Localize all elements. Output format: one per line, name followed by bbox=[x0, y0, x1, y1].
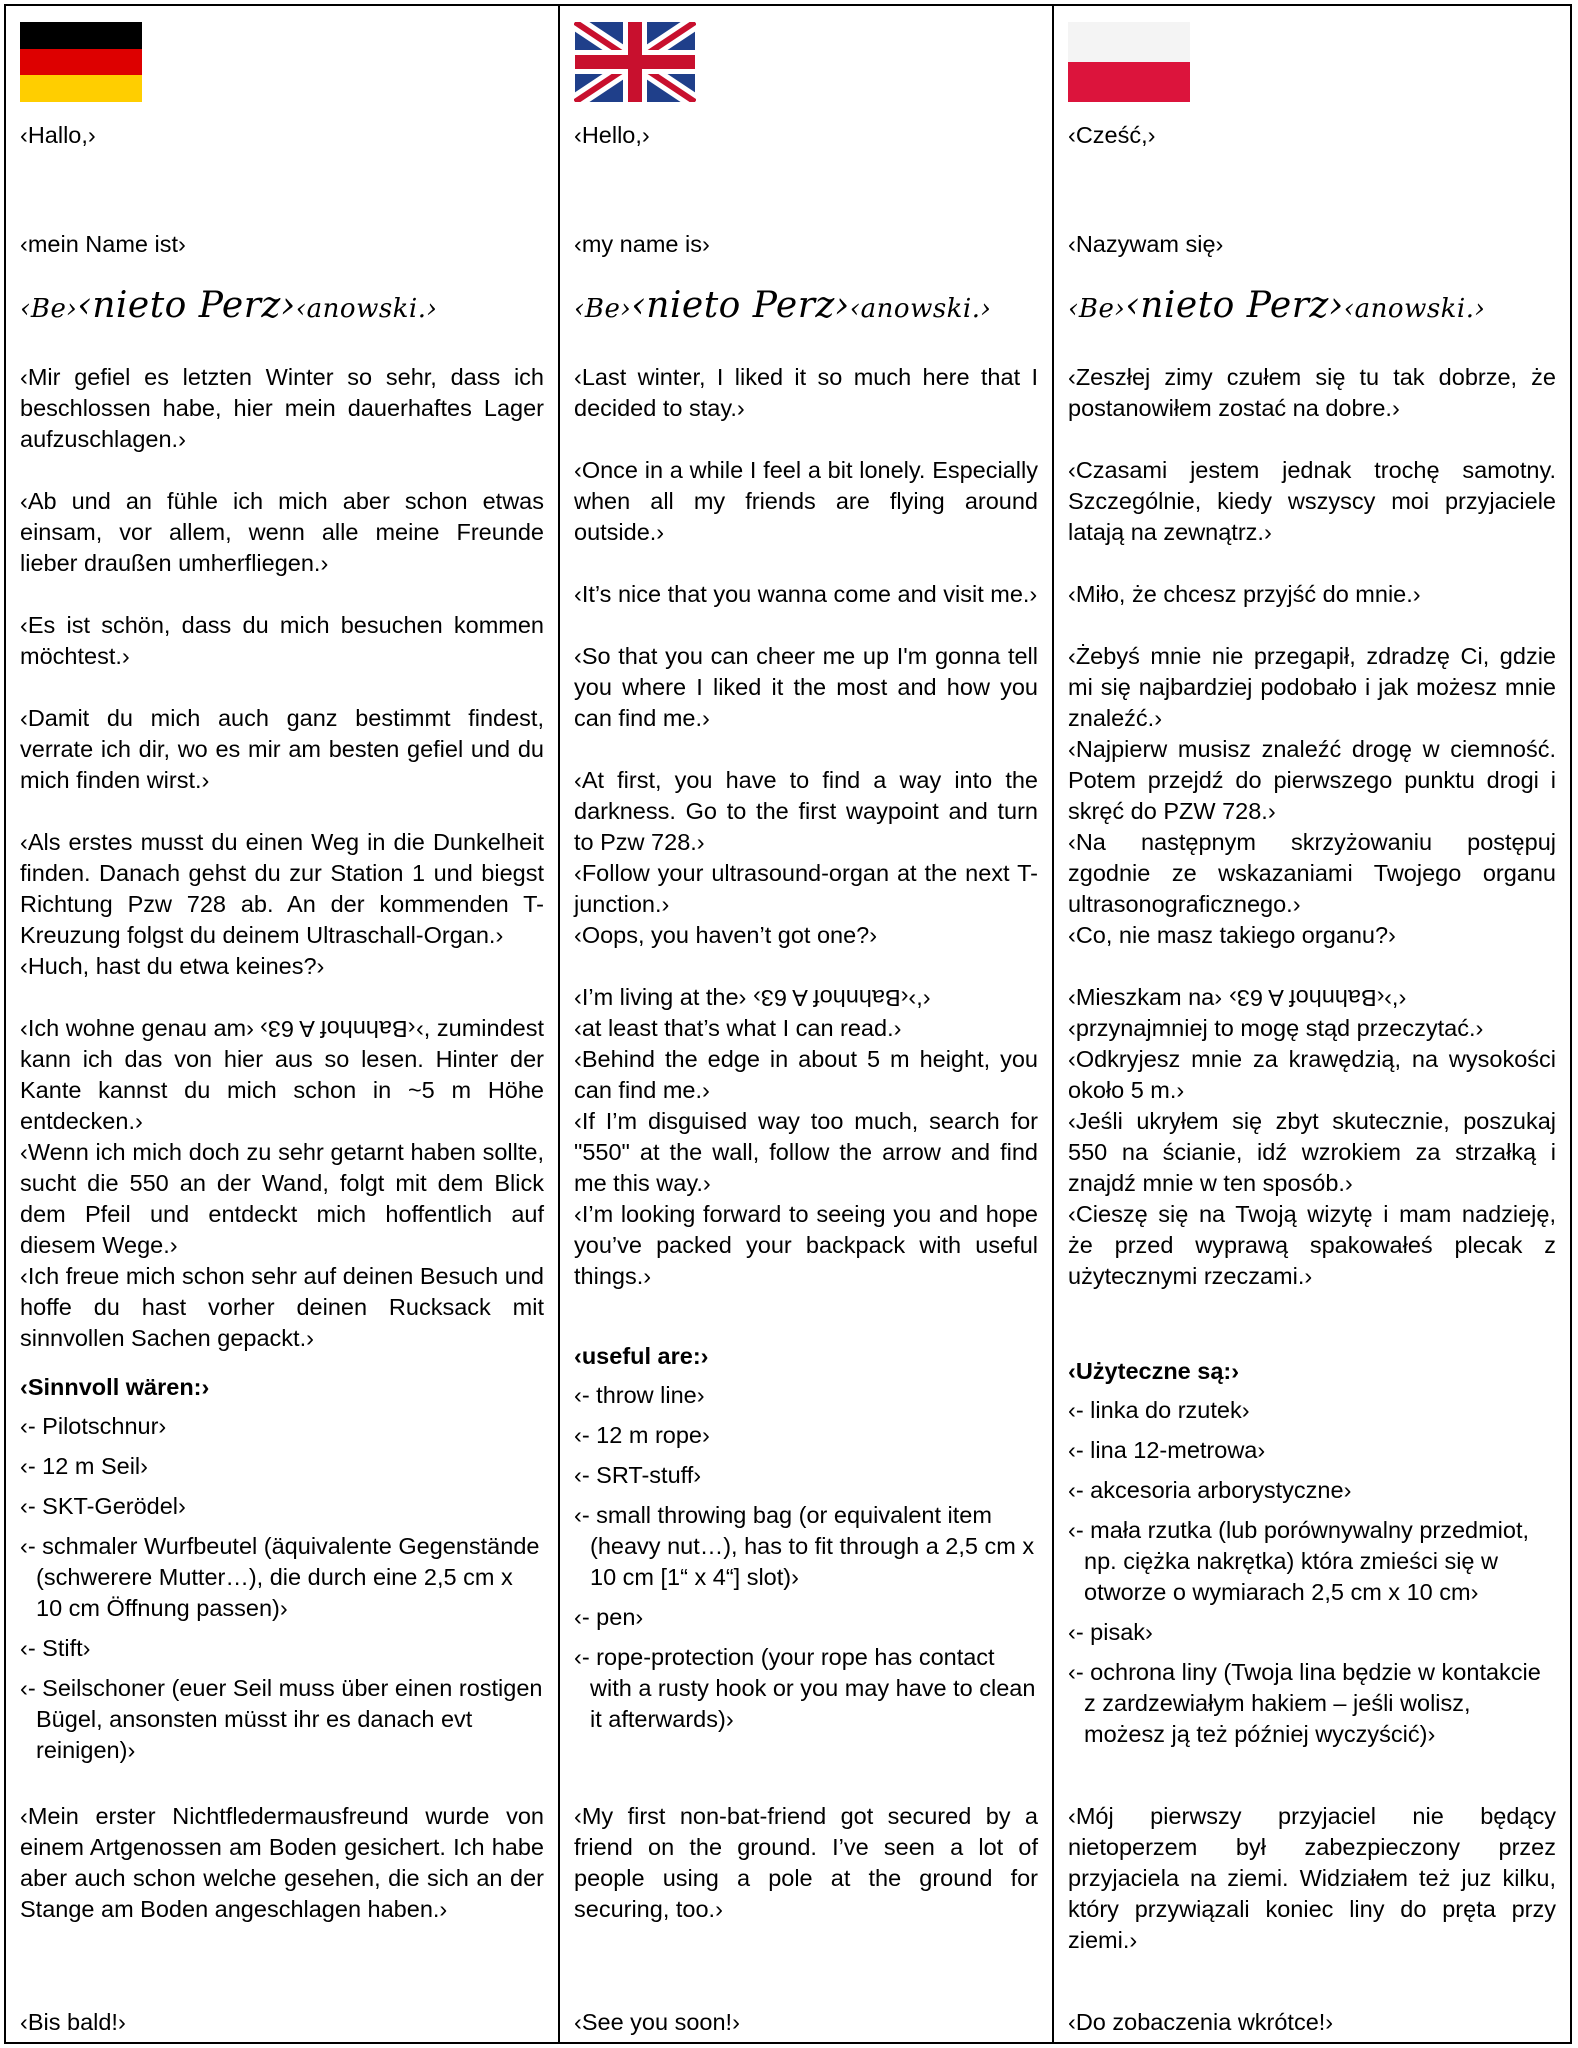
paragraph: ‹Wenn ich mich doch zu sehr getarnt haben sollte, sucht die 550 an der Wand, folgt mit dem Blick dem Pfeil und entdeckt mich hoffentlich auf diesem Wege.› bbox=[20, 1138, 544, 1258]
paragraph: ‹Once in a while I feel a bit lonely. Especially when all my friends are flying around outside.› bbox=[574, 456, 1038, 545]
paragraph: ‹Ab und an fühle ich mich aber schon etwas einsam, vor allem, wenn alle meine Freunde lieber draußen umherfliegen.› bbox=[20, 487, 544, 576]
paragraph: ‹Mir gefiel es letzten Winter so sehr, dass ich beschlossen habe, hier mein dauerhaftes Lager aufzuschlagen.› bbox=[20, 363, 544, 452]
greeting: ‹Hallo,› bbox=[20, 122, 96, 148]
list-item: ‹- rope-protection (your rope has contact with a rusty hook or you may have to clean it afterwards)› bbox=[574, 1643, 1036, 1732]
paragraph: ‹Als erstes musst du einen Weg in die Dunkelheit finden. Danach gehst du zur Station 1 und biegst Richtung Pzw 728 ab. An der kommenden T-Kreuzung folgst du deinem Ultraschall-Organ.› bbox=[20, 828, 544, 948]
list-heading: ‹useful are:› bbox=[574, 1342, 709, 1369]
closing-line: ‹Bis bald!› bbox=[20, 2008, 126, 2035]
paragraph: ‹So that you can cheer me up I'm gonna tell you where I liked it the most and how you can find me.› bbox=[574, 642, 1038, 731]
list-item: ‹- lina 12-metrowa› bbox=[1068, 1436, 1266, 1463]
equipment-list bbox=[20, 1411, 544, 1766]
paragraph: ‹Huch, hast du etwa keines?› bbox=[20, 952, 325, 979]
paragraph: ‹Żebyś mnie nie przegapił, zdradzę Ci, gdzie mi się najbardziej podobało i jak możesz mnie znaleźć.› bbox=[1068, 642, 1556, 731]
name-intro: ‹my name is› bbox=[574, 231, 710, 257]
greeting: ‹Hello,› bbox=[574, 122, 650, 148]
paragraph: ‹I’m looking forward to seeing you and hope you’ve packed your backpack with useful things.› bbox=[574, 1200, 1038, 1289]
list-item: ‹- pen› bbox=[574, 1603, 644, 1630]
list-item: ‹- small throwing bag (or equivalent item (heavy nut…), has to fit through a 2,5 cm x 10 cm [1“ x 4“] slot)› bbox=[574, 1501, 1035, 1590]
list-item: ‹- schmaler Wurfbeutel (äquivalente Gegenstände (schwerere Mutter…), die durch eine 2,5 cm x 10 cm Öffnung passen)› bbox=[20, 1532, 540, 1621]
signature: ‹Be›‹nieto Perz›‹anowski.› bbox=[20, 284, 438, 326]
paragraph: ‹Last winter, I liked it so much here that I decided to stay.› bbox=[574, 363, 1038, 421]
signature: ‹Be›‹nieto Perz›‹anowski.› bbox=[574, 284, 992, 326]
paragraph: ‹Damit du mich auch ganz bestimmt findest, verrate ich dir, wo es mir am besten gefiel und du mich finden wirst.› bbox=[20, 704, 544, 793]
paragraph: ‹Jeśli ukryłem się zbyt skutecznie, poszukaj 550 na ścianie, idź wzrokiem za strzałką i znajdź mnie w ten sposób.› bbox=[1068, 1107, 1556, 1196]
list-heading: ‹Użyteczne są:› bbox=[1068, 1357, 1240, 1384]
name-intro: ‹mein Name ist› bbox=[20, 231, 186, 257]
upside-down-station-name: ‹Bahnhof A 63› bbox=[752, 984, 909, 1011]
upside-down-station-name: ‹Bahnhof A 63› bbox=[260, 1015, 416, 1042]
paragraph: ‹Na następnym skrzyżowaniu postępuj zgodnie ze wskazaniami Twojego organu ultrasonograficznego.› bbox=[1068, 828, 1556, 917]
list-item: ‹- Seilschoner (euer Seil muss über einen rostigen Bügel, ansonsten müsst ihr es danach evt reinigen)› bbox=[20, 1674, 543, 1763]
list-item: ‹- throw line› bbox=[574, 1381, 705, 1408]
closing-paragraph: ‹My first non-bat-friend got secured by a friend on the ground. I’ve seen a lot of people using a pole at the ground for securing, too.› bbox=[574, 1803, 1038, 1922]
list-item: ‹- Pilotschnur› bbox=[20, 1412, 167, 1439]
list-item: ‹- linka do rzutek› bbox=[1068, 1396, 1250, 1423]
equipment-list bbox=[574, 1380, 1038, 1735]
paragraph: ‹at least that’s what I can read.› bbox=[574, 1014, 902, 1041]
list-heading: ‹Sinnvoll wären:› bbox=[20, 1373, 210, 1400]
closing-line: ‹See you soon!› bbox=[574, 2008, 740, 2035]
paragraph: ‹At first, you have to find a way into the darkness. Go to the first waypoint and turn to Pzw 728.› bbox=[574, 766, 1038, 855]
paragraph: ‹Oops, you haven’t got one?› bbox=[574, 921, 878, 948]
paragraph: ‹Miło, że chcesz przyjść do mnie.› bbox=[1068, 580, 1421, 607]
paragraph: ‹Es ist schön, dass du mich besuchen kommen möchtest.› bbox=[20, 611, 544, 669]
paragraph: ‹Czasami jestem jednak trochę samotny. Szczególnie, kiedy wszyscy moi przyjaciele latają na zewnątrz.› bbox=[1068, 456, 1556, 545]
closing-paragraph: ‹Mein erster Nichtfledermausfreund wurde von einem Artgenossen am Boden gesichert. Ich habe aber auch schon welche gesehen, die sich an der Stange am Boden angeschlagen haben.› bbox=[20, 1803, 544, 1922]
paragraph: ‹If I’m disguised way too much, search for "550" at the wall, follow the arrow and find me this way.› bbox=[574, 1107, 1038, 1196]
list-item: ‹- akcesoria arborystyczne› bbox=[1068, 1476, 1352, 1503]
german-column bbox=[6, 6, 558, 2042]
paragraph: ‹Ich freue mich schon sehr auf deinen Besuch und hoffe du hast vorher deinen Rucksack mit sinnvollen Sachen gepackt.› bbox=[20, 1262, 544, 1351]
equipment-list bbox=[1068, 1395, 1556, 1750]
name-intro: ‹Nazywam się› bbox=[1068, 231, 1224, 257]
paragraph: ‹przynajmniej to mogę stąd przeczytać.› bbox=[1068, 1014, 1484, 1041]
paragraph: ‹Zeszłej zimy czułem się tu tak dobrze, że postanowiłem zostać na dobre.› bbox=[1068, 363, 1556, 421]
list-item: ‹- SKT-Gerödel› bbox=[20, 1492, 186, 1519]
polish-flag-icon bbox=[1068, 22, 1190, 102]
list-item: ‹- 12 m rope› bbox=[574, 1421, 710, 1448]
english-column bbox=[558, 6, 1052, 2042]
german-flag-icon bbox=[20, 22, 142, 102]
paragraph: ‹Najpierw musisz znaleźć drogę w ciemność. Potem przejdź do pierwszego punktu drogi i skręć do PZW 728.› bbox=[1068, 735, 1556, 824]
list-item: ‹- mała rzutka (lub porównywalny przedmiot, np. ciężka nakrętka) która zmieści się w otworze o wymiarach 2,5 cm x 10 cm› bbox=[1068, 1516, 1530, 1605]
paragraph: ‹Follow your ultrasound-organ at the next T-junction.› bbox=[574, 859, 1038, 917]
paragraph: ‹Odkryjesz mnie za krawędzią, na wysokości około 5 m.› bbox=[1068, 1045, 1556, 1103]
paragraph: ‹Cieszę się na Twoją wizytę i mam nadzieję, że przed wyprawą spakowałeś plecak z użytecznymi rzeczami.› bbox=[1068, 1200, 1556, 1289]
list-item: ‹- ochrona liny (Twoja lina będzie w kontakcie z zardzewiałym hakiem – jeśli wolisz, możesz ją też później wyczyścić)› bbox=[1068, 1658, 1541, 1747]
trilingual-letter-table bbox=[4, 4, 1572, 2044]
closing-line: ‹Do zobaczenia wkrótce!› bbox=[1068, 2008, 1334, 2035]
uk-flag-icon bbox=[574, 22, 696, 102]
address-paragraph: ‹Ich wohne genau am› ‹Bahnhof A 63›‹, zumindest kann ich das von hier aus so lesen. Hinter der Kante kannst du mich schon in ~5 m Höhe entdecken.› bbox=[20, 1014, 544, 1134]
list-item: ‹- Stift› bbox=[20, 1634, 91, 1661]
closing-paragraph: ‹Mój pierwszy przyjaciel nie będący nietoperzem był zabezpieczony przez przyjaciela na ziemi. Widziałem też juz kilku, który przywiązali koniec liny do pręta przy ziemi.› bbox=[1068, 1803, 1556, 1953]
upside-down-station-name: ‹Bahnhof A 63› bbox=[1228, 984, 1385, 1011]
paragraph: ‹It’s nice that you wanna come and visit me.› bbox=[574, 580, 1038, 607]
list-item: ‹- pisak› bbox=[1068, 1618, 1153, 1645]
list-item: ‹- SRT-stuff› bbox=[574, 1461, 702, 1488]
paragraph: ‹Behind the edge in about 5 m height, you can find me.› bbox=[574, 1045, 1038, 1103]
list-item: ‹- 12 m Seil› bbox=[20, 1452, 148, 1479]
greeting: ‹Cześć,› bbox=[1068, 122, 1156, 148]
address-paragraph: ‹I’m living at the› ‹Bahnhof A 63›‹,› bbox=[574, 983, 931, 1011]
polish-column bbox=[1052, 6, 1570, 2042]
paragraph: ‹Co, nie masz takiego organu?› bbox=[1068, 921, 1396, 948]
signature: ‹Be›‹nieto Perz›‹anowski.› bbox=[1068, 284, 1486, 326]
address-paragraph: ‹Mieszkam na› ‹Bahnhof A 63›‹,› bbox=[1068, 983, 1407, 1011]
